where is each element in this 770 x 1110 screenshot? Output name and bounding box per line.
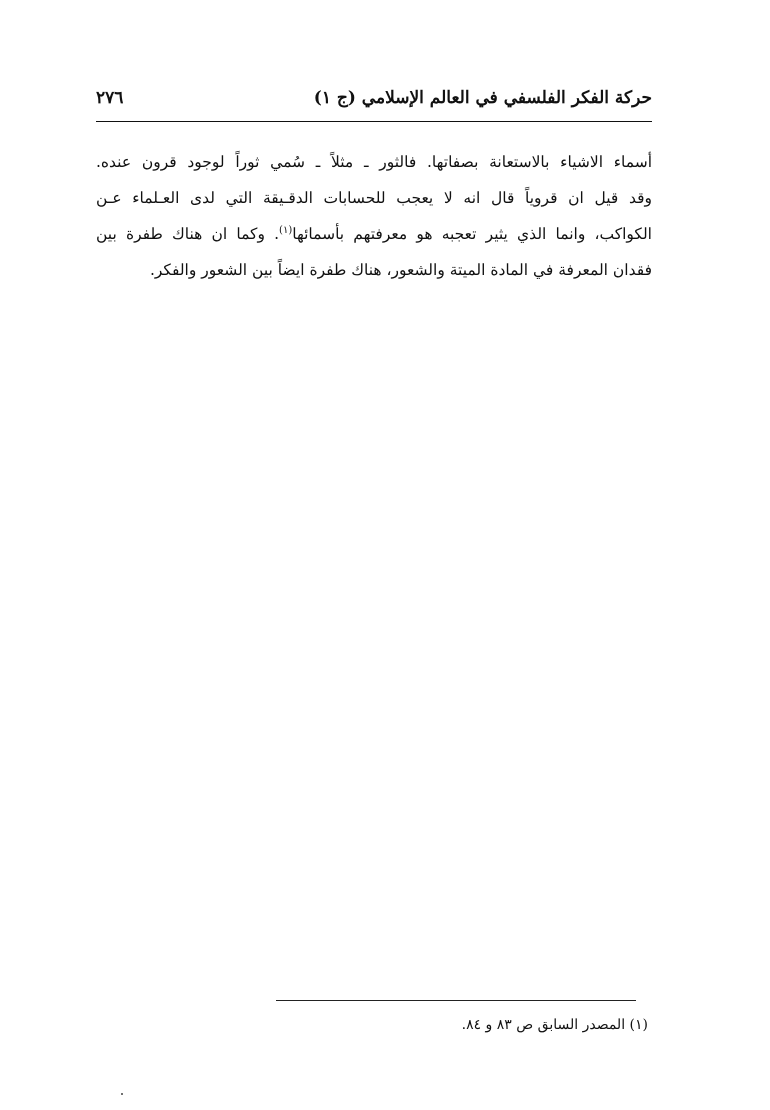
body-line-3-tail: . وكما ان هناك طفرة بين	[96, 225, 280, 243]
body-line-2: وقد قيل ان قروياً قال انه لا يعجب للحسابات الدقـيقة التي لدى العـلماء عـن	[96, 189, 652, 207]
page-number: ٢٧٦	[96, 88, 124, 108]
footnote-rule	[276, 1000, 636, 1001]
footnote-reference: (١)	[279, 224, 293, 236]
page-speck	[121, 1093, 123, 1095]
header-rule	[96, 121, 652, 122]
running-header	[96, 84, 652, 120]
body-line-1: أسماء الاشياء بالاستعانة بصفاتها. فالثور ـ مثلاً ـ سُمي ثوراً لوجود قرون عنده.	[96, 153, 652, 171]
body-line-4: فقدان المعرفة في المادة الميتة والشعور، هناك طفرة ايضاً بين الشعور والفكر.	[149, 261, 652, 279]
body-line-3	[96, 216, 652, 252]
body-line-3-text: الكواكب، وانما الذي يثير تعجبه هو معرفتهم بأسمائها	[292, 225, 652, 243]
footnote: (١) المصدر السابق ص ٨٣ و ٨٤.	[461, 1017, 648, 1033]
body-paragraph	[96, 144, 652, 288]
header-title: حركة الفكر الفلسفي في العالم الإسلامي (ج ١)	[313, 88, 652, 108]
